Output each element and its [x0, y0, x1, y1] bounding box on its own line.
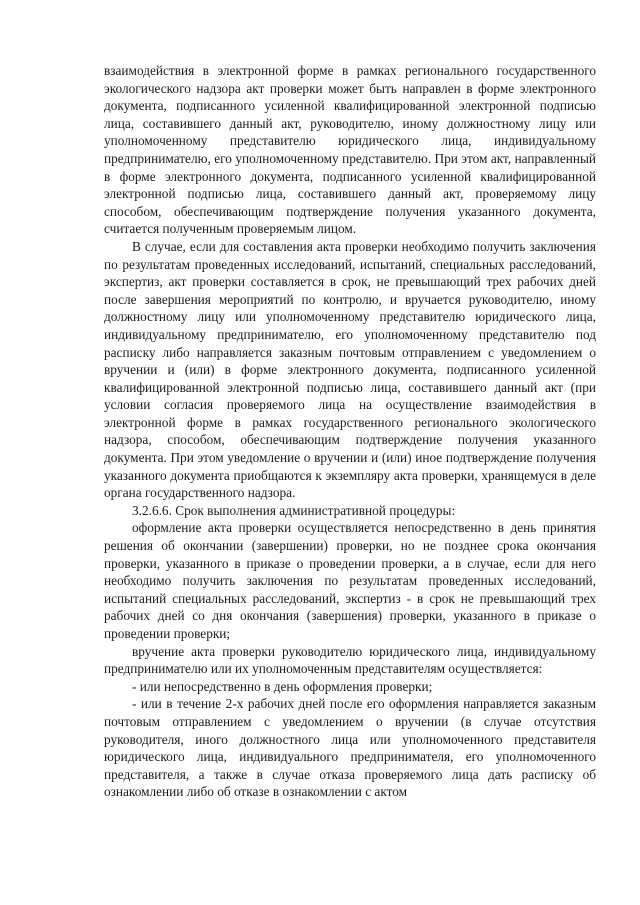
- paragraph-5: вручение акта проверки руководителю юридического лица, индивидуальному предпринимателю или их уполномоченным представителям осуществляется:: [104, 643, 596, 677]
- list-item-2: - или в течение 2-х рабочих дней после его оформления направляется заказным почтовым отправлением с уведомлением о вручении (в случае отсутствия руководителя, иного должностного лица или уполномоченного представителя юридического лица, индивидуального предпринимателя, его уполномоченного представителя, а также в случае отказа проверяемого лица дать расписку об ознакомлении либо об отказе в ознакомлении с актом: [104, 696, 596, 800]
- paragraph-4: оформление акта проверки осуществляется непосредственно в день принятия решения об окончании (завершении) проверки, но не позднее срока окончания проверки, указанного в приказе о проведении проверки, а в случае, если для него необходимо получить заключения по результатам проведенных исследований, испытаний специальных расследований, экспертиз - в срок не превышающий трех рабочих дней со дня окончания (завершения) проверки, указанного в приказе о проведении проверки;: [104, 520, 596, 641]
- list-item-1: - или непосредственно в день оформления проверки;: [132, 678, 433, 694]
- section-heading-3-2-6-6: 3.2.6.6. Срок выполнения административной процедуры:: [132, 502, 456, 518]
- document-page: [104, 62, 596, 801]
- paragraph-2: В случае, если для составления акта проверки необходимо получить заключения по результатам проведенных исследований, испытаний, специальных расследований, экспертиз, акт проверки составляется в срок, не превышающий трех рабочих дней после завершения мероприятий по контролю, и вручается руководителю, иному должностному лицу или уполномоченному представителю юридического лица, индивидуальному предпринимателю, его уполномоченному представителю под расписку либо направляется заказным почтовым отправлением с уведомлением о вручении и (или) в форме электронного документа, подписанного усиленной квалифицированной электронной подписью лица, составившего данный акт (при условии согласия проверяемого лица на осуществление взаимодействия в электронной форме в рамках государственного регионального экологического надзора, способом, обеспечивающим подтверждение получения указанного документа. При этом уведомление о вручении и (или) иное подтверждение получения указанного документа приобщаются к экземпляру акта проверки, хранящемуся в деле органа государственного надзора.: [104, 238, 596, 501]
- paragraph-1: взаимодействия в электронной форме в рамках регионального государственного экологического надзора акт проверки может быть направлен в форме электронного документа, подписанного усиленной квалифицированной электронной подписью лица, составившего данный акт, руководителю, иному должностному лицу или уполномоченному представителю юридического лица, индивидуальному предпринимателю, его уполномоченному представителю. При этом акт, направленный в форме электронного документа, подписанного усиленной квалифицированной электронной подписью лица, составившего данный акт, проверяемому лицу способом, обеспечивающим подтверждение получения указанного документа, считается полученным проверяемым лицом.: [104, 63, 596, 237]
